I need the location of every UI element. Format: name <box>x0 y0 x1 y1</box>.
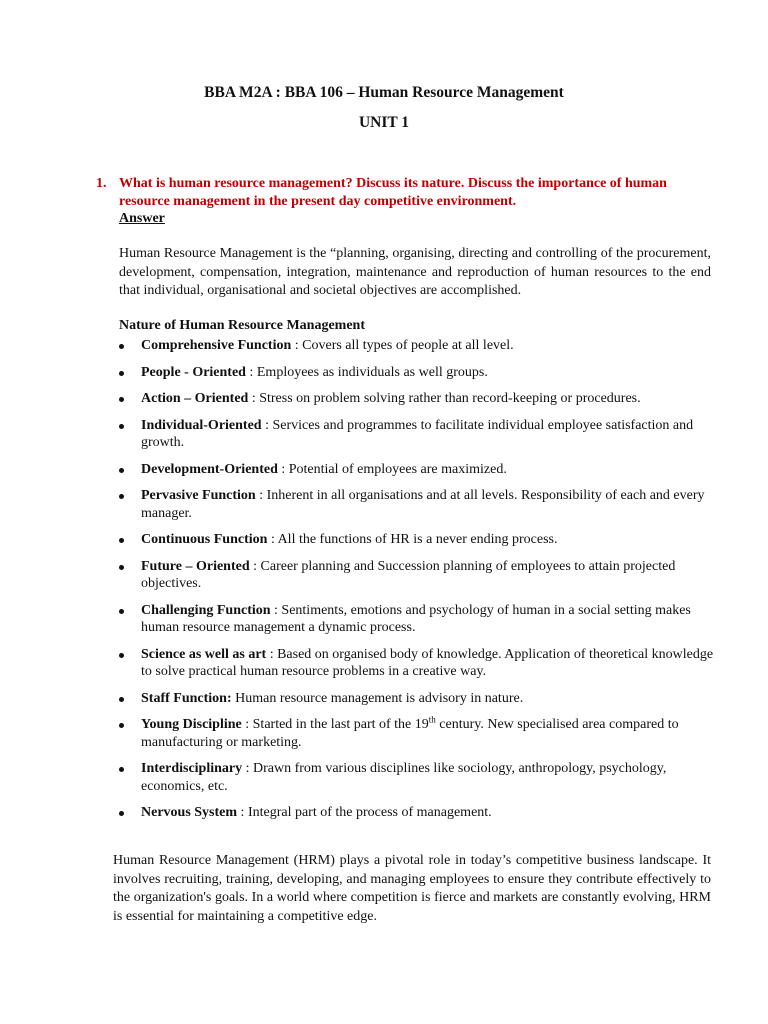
item-desc: Career planning and Succession planning of employees to attain projected objectives. <box>141 558 676 591</box>
bullet-icon <box>119 494 124 499</box>
bullet-icon <box>119 344 124 349</box>
item-term: Interdisciplinary <box>141 761 243 776</box>
bullet-icon <box>119 468 124 473</box>
item-term: Science as well as art <box>141 646 267 662</box>
item-term: Nervous System <box>141 805 238 820</box>
item-desc: Sentiments, emotions and psychology of human in a social setting makes human resource management a dynamic process. <box>141 602 691 635</box>
course-title: BBA M2A : BBA 106 – Human Resource Management <box>204 84 564 101</box>
item-term: Pervasive Function <box>141 488 256 503</box>
nature-heading: Nature of Human Resource Management <box>119 318 366 333</box>
item-desc: All the functions of HR is a never ending process. <box>277 532 558 547</box>
unit-title: UNIT 1 <box>358 114 410 131</box>
item-term: Development-Oriented <box>141 461 278 477</box>
answer-label: Answer <box>119 211 165 226</box>
item-term: Future – Oriented <box>141 558 250 574</box>
item-term: People - Oriented <box>141 364 246 380</box>
list-item: Future – Oriented : Career planning and Succession planning of employees to attain projected objectives. <box>119 558 717 593</box>
item-desc: Human resource management is advisory in nature. <box>235 690 524 706</box>
item-desc-cont: century. New specialised area compared to manufacturing or marketing. <box>141 717 679 750</box>
list-item: Action – Oriented : Stress on problem solving rather than record-keeping or procedures. <box>119 390 717 408</box>
bullet-icon <box>119 653 124 658</box>
item-desc: Inherent in all organisations and at all levels. Responsibility of each and every manager. <box>141 488 705 521</box>
nature-list <box>119 337 717 831</box>
item-desc: Drawn from various disciplines like sociology, anthropology, psychology, economics, etc. <box>141 761 667 794</box>
closing-paragraph: Human Resource Management (HRM) plays a pivotal role in today’s competitive business landscape. It involves recruiting, training, developing, and managing employees to ensure they contribute effectively to the organization's goals. In a world where competition is fierce and markets are constantly evolving, HRM is essential for maintaining a competitive edge. <box>113 853 711 924</box>
bullet-icon <box>119 424 124 429</box>
item-desc: Started in the last part of the 19 <box>252 717 429 732</box>
list-item: Young Discipline : Started in the last part of the 19th century. New specialised area compared to manufacturing or marketing. <box>119 716 717 751</box>
item-term: Individual-Oriented <box>141 417 262 433</box>
list-item: Continuous Function : All the functions of HR is a never ending process. <box>119 531 717 549</box>
bullet-icon <box>119 723 124 728</box>
bullet-icon <box>119 371 124 376</box>
list-item: Interdisciplinary : Drawn from various disciplines like sociology, anthropology, psychology, economics, etc. <box>119 760 717 795</box>
list-item: Challenging Function : Sentiments, emotions and psychology of human in a social setting makes human resource management a dynamic process. <box>119 602 717 637</box>
item-term: Young Discipline <box>141 717 242 732</box>
question-number: 1. <box>96 176 107 191</box>
list-item: Development-Oriented : Potential of employees are maximized. <box>119 461 717 479</box>
item-desc: Services and programmes to facilitate individual employee satisfaction and growth. <box>141 417 694 450</box>
bullet-icon <box>119 697 124 702</box>
bullet-icon <box>119 609 124 614</box>
item-term: Staff Function: <box>141 690 232 706</box>
item-term: Action – Oriented <box>141 391 249 406</box>
item-term: Challenging Function <box>141 602 271 618</box>
item-desc: Stress on problem solving rather than record-keeping or procedures. <box>259 391 641 406</box>
superscript: th <box>428 714 436 725</box>
item-desc: Based on organised body of knowledge. Application of theoretical knowledge to solve practical human resource problems in a creative way. <box>141 646 714 679</box>
item-desc: Covers all types of people at all level. <box>302 338 514 353</box>
list-item: Science as well as art : Based on organised body of knowledge. Application of theoretical knowledge to solve practical human resource problems in a creative way. <box>119 646 717 681</box>
list-item: Pervasive Function : Inherent in all organisations and at all levels. Responsibility of each and every manager. <box>119 487 717 522</box>
item-desc: Integral part of the process of management. <box>247 805 492 820</box>
item-term: Continuous Function <box>141 532 268 547</box>
bullet-icon <box>119 565 124 570</box>
bullet-icon <box>119 538 124 543</box>
list-item <box>119 690 717 708</box>
question-block <box>96 175 716 211</box>
question-text: What is human resource management? Discuss its nature. Discuss the importance of human resource management in the present day competitive environment. <box>119 176 667 209</box>
list-item: Individual-Oriented : Services and programmes to facilitate individual employee satisfaction and growth. <box>119 417 717 452</box>
bullet-icon <box>119 767 124 772</box>
bullet-icon <box>119 811 124 816</box>
item-desc: Potential of employees are maximized. <box>288 461 507 477</box>
list-item: Comprehensive Function : Covers all types of people at all level. <box>119 337 717 355</box>
list-item: People - Oriented : Employees as individuals as well groups. <box>119 364 717 382</box>
definition-paragraph: Human Resource Management is the “planning, organising, directing and controlling of the procurement, development, compensation, integration, maintenance and reproduction of human resources to the end that individual, organisational and societal objectives are accomplished. <box>119 246 711 298</box>
bullet-icon <box>119 397 124 402</box>
item-term: Comprehensive Function <box>141 338 292 353</box>
list-item: Nervous System : Integral part of the process of management. <box>119 804 717 822</box>
item-desc: Employees as individuals as well groups. <box>256 364 488 380</box>
